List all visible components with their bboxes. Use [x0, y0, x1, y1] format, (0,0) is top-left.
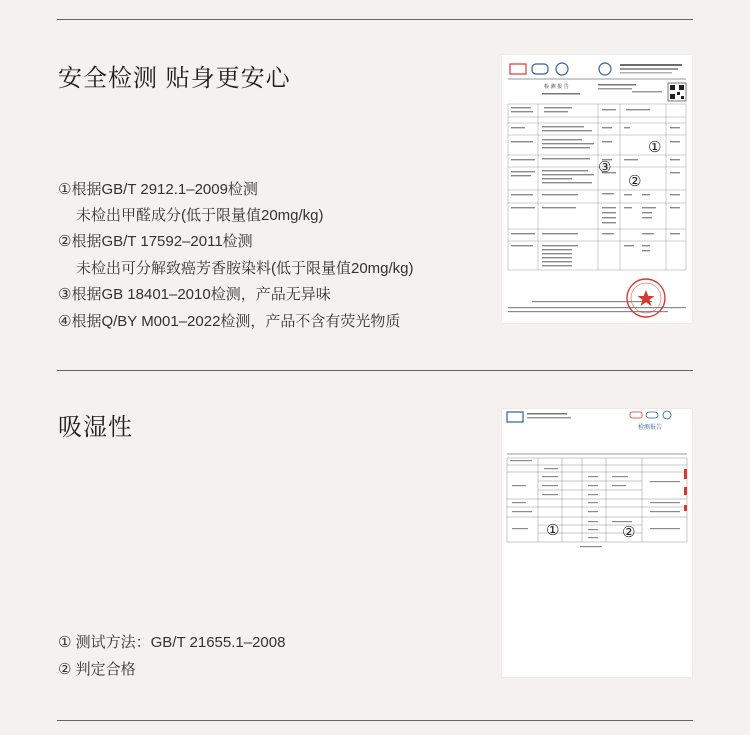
top-divider [57, 19, 693, 20]
report-mark-2: ② [628, 172, 642, 190]
cma-logo [510, 64, 526, 74]
institute-logo [599, 63, 611, 75]
safety-item-3: ③根据GB 18401–2010检测，产品无异味 [58, 286, 331, 303]
safety-test-report [502, 55, 692, 323]
cnas-logo [556, 63, 568, 75]
safety-item-2: ②根据GB/T 17592–2011检测 [58, 233, 253, 250]
moisture-report-graphic [502, 409, 692, 677]
safety-item-1: ①根据GB/T 2912.1–2009检测 [58, 181, 258, 198]
moisture-item-2: ② 判定合格 [58, 661, 136, 678]
cma-logo-2 [630, 412, 642, 418]
moisture-test-report [502, 409, 692, 677]
middle-divider [57, 370, 693, 371]
section-title-moisture: 吸湿性 [58, 414, 133, 441]
safety-report-graphic [502, 55, 692, 323]
report-heading: 检 测 报 告 [544, 84, 569, 90]
bottom-divider [57, 720, 693, 721]
cnas-logo-2 [663, 411, 671, 419]
moisture-item-1: ① 测试方法：GB/T 21655.1–2008 [58, 634, 286, 651]
ilac-logo-2 [646, 412, 658, 418]
ttts-logo [507, 412, 523, 422]
safety-item-4: ④根据Q/BY M001–2022检测，产品不含有荧光物质 [58, 313, 401, 330]
ilac-logo [532, 64, 548, 74]
safety-item-2-detail: 未检出可分解致癌芳香胺染料(低于限量值20mg/kg) [76, 260, 414, 277]
report2-mark-1: ① [546, 521, 560, 539]
report-mark-1: ① [648, 138, 662, 156]
report-heading-2: 检测报告 [638, 424, 663, 431]
section-title-safety: 安全检测 贴身更安心 [58, 65, 291, 92]
safety-item-1-detail: 未检出甲醛成分(低于限量值20mg/kg) [76, 207, 324, 224]
report-mark-3: ③ [598, 158, 612, 176]
report-table [508, 104, 686, 270]
report2-mark-2: ② [622, 523, 636, 541]
